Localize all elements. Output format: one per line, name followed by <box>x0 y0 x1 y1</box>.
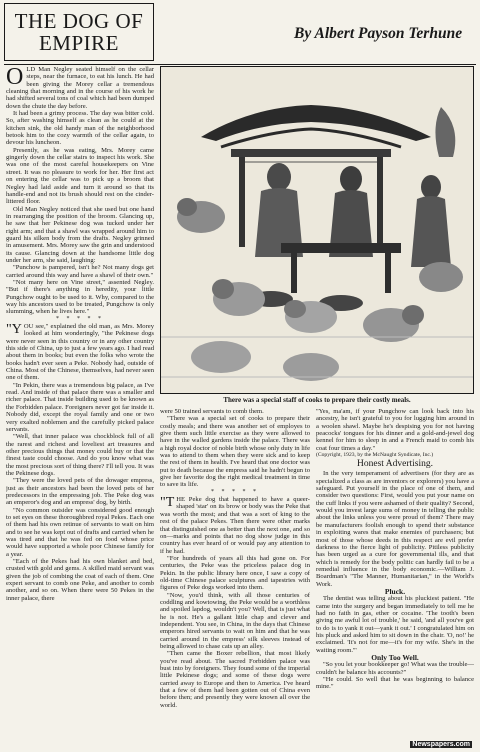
drop-cap: "Y <box>6 322 22 338</box>
paragraph: "YOU see," explained the old man, as Mrs. Morey looked at him wonderingly, "the Pekinese dogs were never seen in this country or in any other country this side of China, up to just a few years ago. I had read about them in books; but even the folks who wrote the books hadn't ever seen a Peke. Nobody had, outside of China. Most of the Chinese, themselves, had never seen one of them. <box>6 322 154 382</box>
drop-cap: O <box>6 66 24 90</box>
copyright-notice: (Copyright, 1923, by the McNaught Syndicate, Inc.) <box>316 452 434 459</box>
headline-line-2: EMPIRE <box>38 31 119 55</box>
paragraph: "He could. So well that he was beginning to balance mine." <box>316 676 474 691</box>
illustration-dogs-feeding <box>160 66 474 394</box>
paragraph: The dentist was telling about his pluckiest patient. "He came into the surgery and began immediately to tell me he had no faith in gas, ether or cocaine. 'The tooth's been giving me awful lot of trouble,' he said, 'and all you've got to do is to yank it out—yank it out.' I congratulated him on his pluck and asked him to sit down in the chair. 'O, no!' he exclaimed. 'It's not for me—it's for my wife. She's in the waiting room.'" <box>316 595 474 654</box>
paragraph: "Then came the Boxer rebellion, that most likely you've read about. The sacred Forbidden palace was bust into by foreigners. They found some of the imperial little Pekinese dogs; and some of these dogs were carried away to Europe and then to America. I've heard that a few of them had been gotten out of China even before then; and presently they were known all over the world. <box>160 650 310 709</box>
masthead <box>4 3 476 61</box>
paragraph: "THE Peke dog that happened to have a queer-shaped 'star' on its brow or body was the Peke that was worth the most; and that was a sort of king to the rest of the palace Pekes. Then there were other marks that distinguished one as better than the next one, and so on—marks and points that no dog show judge in this country has ever heard of or would pay any attention to if he had. <box>160 495 310 555</box>
paragraph: OLD Man Negley seated himself on the cellar steps, near the furnace, to eat his lunch. He had been giving the Morey cellar a tremendous cleaning that morning and in the course of his work he had shifted several tons of coal which had been dumped down the chute the day before. <box>6 66 154 110</box>
paragraph: "No common outsider was considered good enough to set eyes on these thoroughbred royal Pekes. Each one of them had his own retinue of servants to wait on him and to see he was kept out of drafts and carried when he was tired and that he was fed on food whose price would have supported a whole poor Chinese family for a year. <box>6 506 154 558</box>
paragraph: "Not many here on Vine street," assented Negley. "But if there's anything in heredity, your little Pungchow ought to be used to it. Why, compared to the way his ancestors used to be treated, Pungchow is only slumming, when he lives here." <box>6 278 154 316</box>
paragraph: "In Pekin, there was a tremendous big palace, as I've read. And inside of that palace there was a smaller and richer palace. That inside building used to be known as the Forbidden palace. Foreigners never got far inside it. Nobody did, except the royal family and one or two very exalted noblemen and the carefully picked palace servants. <box>6 381 154 433</box>
paragraph: "Well, that inner palace was chockblock full of all the rarest and richest and loveliest art treasures and other precious things that money could buy or that the finest taste could choose. And do you know what was the most precious sort of thing there? I'll tell you. It was the Pekinese dogs. <box>6 433 154 477</box>
byline: By Albert Payson Terhune <box>294 25 463 42</box>
paragraph: "Yes, ma'am, if your Pungchow can look back into his ancestry, he isn't grateful to you for lugging him around in a woolen shawl. Maybe he's despising you for not having peacocks' tongues for his dinner and a gold-and-jewel dog kennel for him to sleep in and a French maid to comb his coat four times a day." <box>316 408 474 452</box>
section-heading-honest-advertising: Honest Advertising. <box>357 459 433 470</box>
headline-box <box>4 3 154 61</box>
section-heading-pluck: Pluck. <box>384 586 406 596</box>
article-column-3 <box>316 408 474 748</box>
article-column-2 <box>160 408 310 748</box>
section-heading-only-too-well: Only Too Well. <box>371 653 419 662</box>
paragraph: "Punchow is pampered, isn't he? Not many dogs get carried around this way and have a shawl of their own." <box>6 264 154 279</box>
paragraph: "Now, you'd think, with all those centuries of coddling and kowtowing, the Peke would be a worthless and spoiled lapdog, wouldn't you? Well, that is just what he is not. He's a gallant little chap and clever and independent. You see, in China, in the days that Chinese emperors hired servants to wait on him and that he was carried around in the empress' silk sleeves instead of being allowed to chase cats up an alley. <box>160 591 310 650</box>
paragraph: Presently, as he was eating, Mrs. Morey came gingerly down the cellar stairs to inspect his work. She was one of the most careful housekeepers on Vine street. It was no pleasure to work for her. Her first act on entering the cellar was to pick up a broom that Negley had laid aside and turn it around so that its handle-end and not its brush should rest on the cinder-littered floor. <box>6 146 154 206</box>
paragraph: "Each of the Pekes had his own blanket and bed, crusted with gold and gems. A skilled maid servant was given the job of combing the coat of each of them. One expert servant to comb one Peke, and another to comb another, and so on. When there were 50 Pekes in the inner palace, there <box>6 558 154 602</box>
paragraph: In the very temperament of advertisers (for they are as specialized a class as are inventors or explorers) you have a safeguard. Put yourself in the place of one of them, and consider two questions: First, would you put your name on the cuff links if you were ashamed of their quality? Second, would you invest large sums of money in telling the public about the links unless you were proud of them? There may be manufacturers foolish enough to spend their substance in exploiting wares that make enemies of purchasers; but most of those whose deeds in this respect are evil prefer darkness to the fierce light of publicity. Pitiless publicity has been urged as a cure for governmental ills, and that which is remedy for the body politic can hardly fail to be a remedial influence in the body economic.—William J. Boardman's "The Manner, Humanitarian," in the World's Work. <box>316 470 474 588</box>
illustration-caption: There was a special staff of cooks to prepare their costly meals. <box>223 396 411 404</box>
illustration-drawing <box>161 67 474 394</box>
headline-line-1: THE DOG OF <box>14 9 144 33</box>
section-divider: * * * * * <box>56 315 104 322</box>
paragraph: "So you let your bookkeeper go! What was the trouble—couldn't he balance his accounts?" <box>316 661 474 676</box>
paragraph: "There was a special set of cooks to prepare their costly meals; and there was another set of employes to give them such little exercise as they were allowed to have in the walled gardens inside the palace. There was a high royal doctor of noble birth whose only duty in life was to attend to them when they were sick and to keep the rest of them in health. I've heard that one doctor was put to death because the empress said he hadn't begun to give her favorite dog the right medical treatment in time to save its life. <box>160 415 310 489</box>
paragraph: "For hundreds of years all this had gone on. For centuries, the Peke was the priceless palace dog in Pekin. In the public library here once, I saw a copy of old-time Chinese palace sculptures and tapestries with figures of Peke dogs worked into them. <box>160 554 310 592</box>
section-divider: * * * * * <box>211 488 259 495</box>
header-rule <box>4 64 476 65</box>
paragraph: It had been a grimy process. The day was bitter cold. So, after washing himself as clean as he could at the kitchen sink, the old handy man of the neighborhood betook him to the cozy warmth of the cellar again, to devour his luncheon. <box>6 110 154 147</box>
source-watermark: Newspapers.com <box>412 741 470 748</box>
article-column-1 <box>6 66 154 748</box>
paragraph: "They were the loved pets of the dowager empress, just as their ancestors had been the loved pets of her predecessors in the empressing job. The Peke dog was an emperor's dog and an empress' dog, by birth. <box>6 477 154 507</box>
paragraph: were 50 trained servants to comb them. <box>160 408 264 415</box>
paragraph: Old Man Negley noticed that she used but one hand in rearranging the position of the broom. Glancing up, he saw that her Pekinese dog was tucked under her right arm; and that a shawl was wrapped around him to guard his silken body from the drafts. Negley grinned in amusement. Mrs. Morey saw the grin and understood its cause. Glancing down at the handsome little dog under her arm, she said, laughing: <box>6 205 154 264</box>
drop-cap: "T <box>160 495 175 511</box>
